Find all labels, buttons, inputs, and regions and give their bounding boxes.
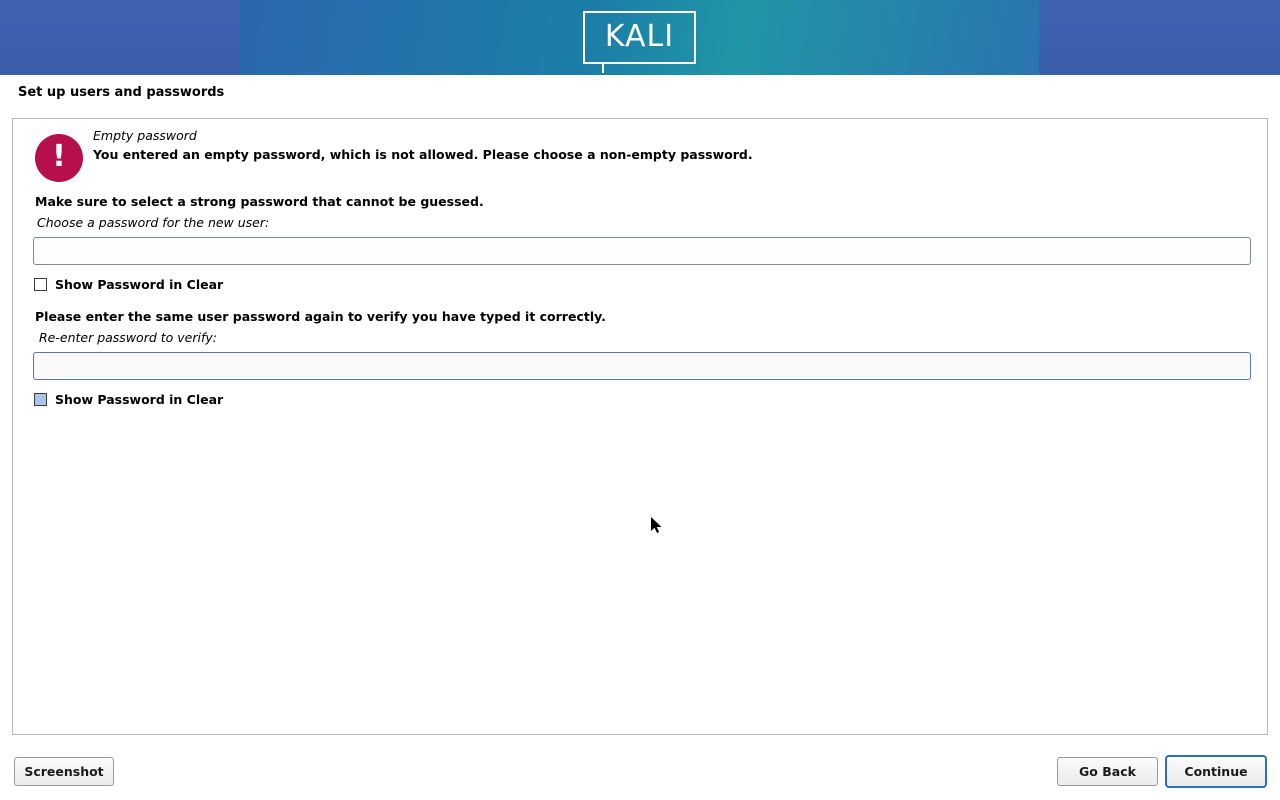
go-back-button[interactable] (1057, 757, 1158, 786)
page-title: Set up users and passwords (18, 85, 225, 100)
password-field-label: Choose a password for the new user: (37, 215, 270, 230)
password-input[interactable] (33, 237, 1251, 265)
kali-logo (583, 11, 696, 64)
show-password-label-1: Show Password in Clear (55, 277, 224, 292)
verify-field-label: Re-enter password to verify: (39, 330, 217, 345)
verify-password-hint: Please enter the same user password again to verify you have typed it correctly. (35, 309, 606, 324)
error-icon-glyph: ! (52, 138, 66, 174)
show-password-checkbox-2[interactable] (34, 393, 47, 406)
show-password-checkbox-1[interactable] (34, 278, 47, 291)
screenshot-button-label: Screenshot (24, 764, 104, 779)
main-content-panel (12, 118, 1268, 735)
continue-button[interactable] (1165, 755, 1267, 788)
go-back-button-label: Go Back (1079, 764, 1136, 779)
mouse-cursor-icon (651, 517, 663, 535)
error-title: Empty password (93, 128, 197, 143)
error-exclamation-icon (35, 134, 83, 182)
banner-right-fill (1039, 0, 1280, 75)
kali-logo-tail (602, 63, 604, 73)
verify-password-input[interactable] (33, 352, 1251, 380)
kali-logo-text: KALI (604, 18, 675, 54)
show-password-label-2: Show Password in Clear (55, 392, 224, 407)
show-password-row-2[interactable] (34, 392, 223, 407)
show-password-row-1[interactable] (34, 277, 223, 292)
kali-banner (0, 0, 1280, 75)
error-message: You entered an empty password, which is not allowed. Please choose a non-empty password. (93, 147, 753, 162)
banner-left-fill (0, 0, 241, 75)
password-strength-hint: Make sure to select a strong password that cannot be guessed. (35, 194, 484, 209)
error-banner (13, 119, 1267, 189)
continue-button-label: Continue (1184, 764, 1248, 779)
screenshot-button[interactable] (14, 757, 114, 786)
